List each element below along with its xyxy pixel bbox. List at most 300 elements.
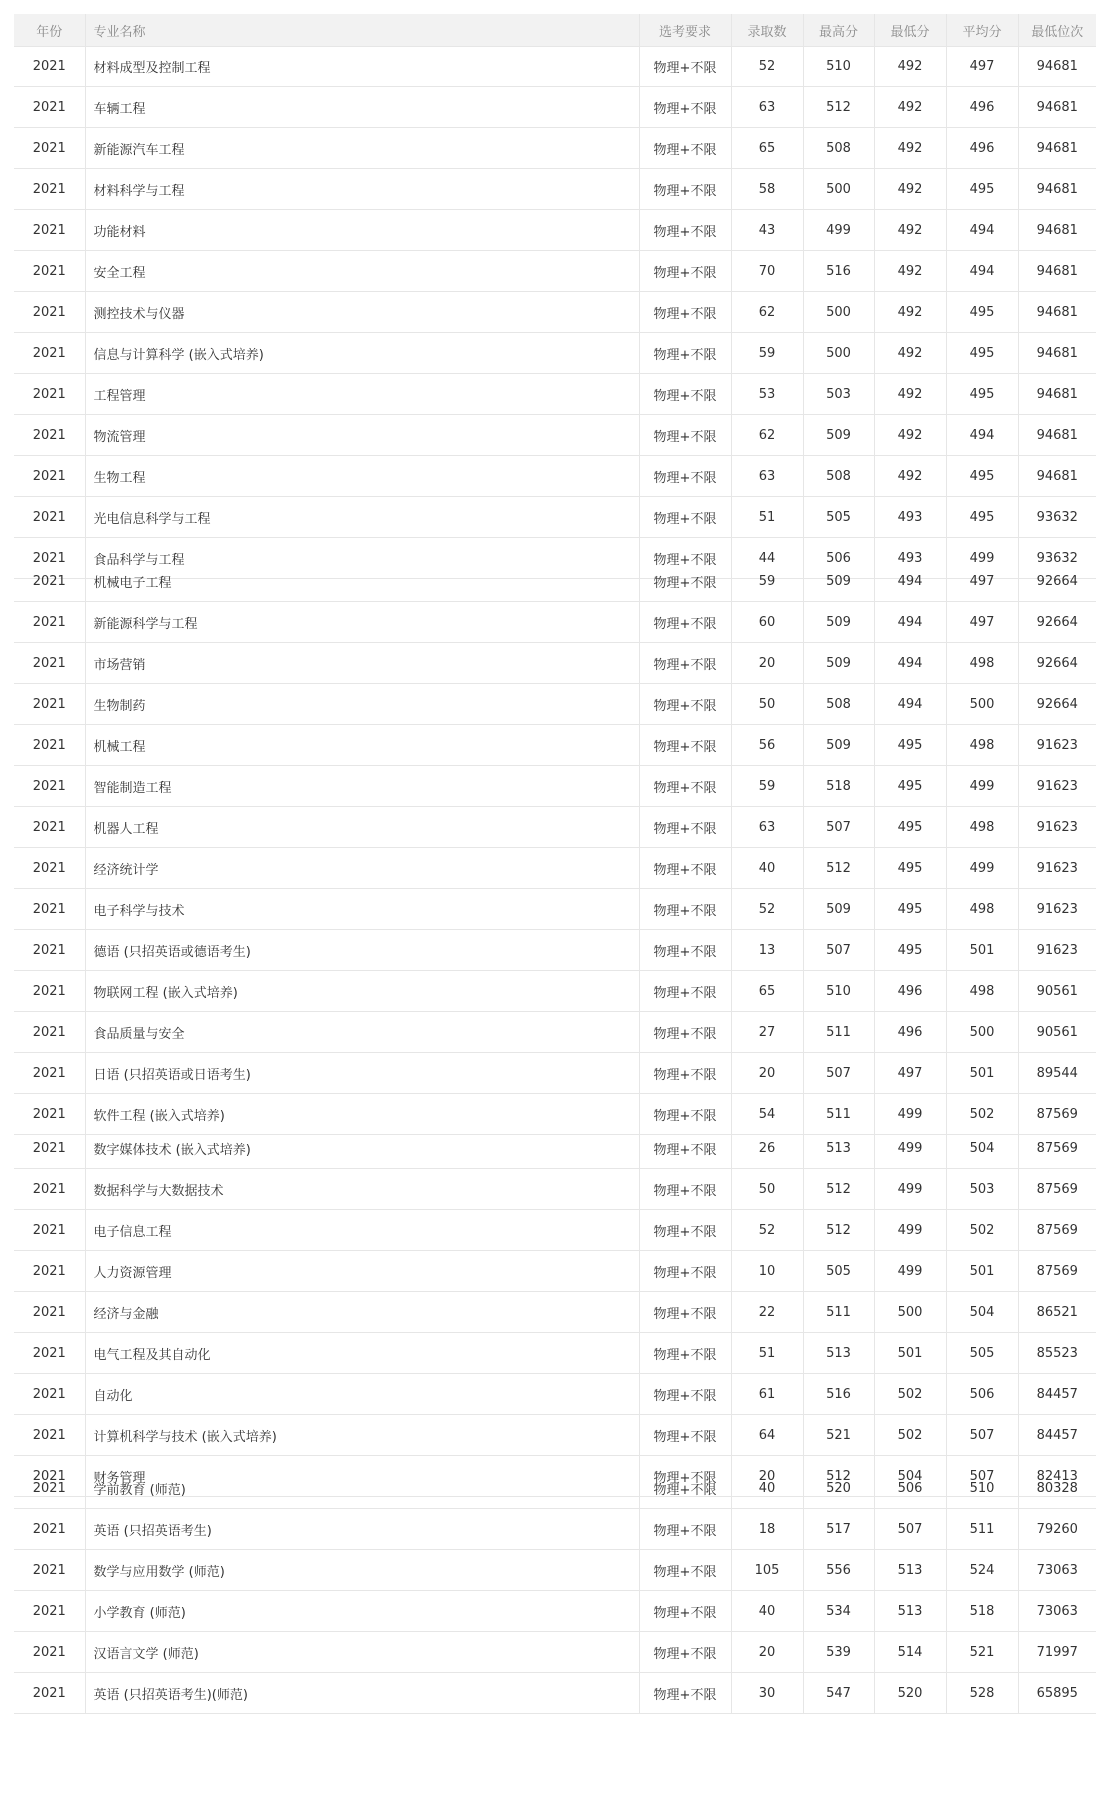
cell-enrolled: 59: [731, 766, 803, 807]
cell-year: 2021: [14, 1053, 85, 1094]
cell-year: 2021: [14, 1251, 85, 1292]
table-row[interactable]: [14, 1292, 1096, 1333]
cell-max-score: 509: [803, 415, 874, 456]
cell-major: 英语 (只招英语考生): [85, 1509, 639, 1550]
cell-requirement: 物理+不限: [639, 169, 731, 210]
cell-avg-score: 501: [946, 1251, 1018, 1292]
cell-min-rank: 94681: [1018, 210, 1096, 251]
cell-avg-score: 494: [946, 251, 1018, 292]
cell-year: 2021: [14, 251, 85, 292]
cell-min-score: 513: [874, 1550, 946, 1591]
cell-major: 机器人工程: [85, 807, 639, 848]
cell-min-rank: 94681: [1018, 292, 1096, 333]
cell-min-score: 500: [874, 1292, 946, 1333]
cell-major: 计算机科学与技术 (嵌入式培养): [85, 1415, 639, 1456]
cell-enrolled: 40: [731, 1591, 803, 1632]
cell-min-rank: 90561: [1018, 1012, 1096, 1053]
cell-max-score: 516: [803, 1374, 874, 1415]
cell-avg-score: 498: [946, 807, 1018, 848]
cell-min-score: 492: [874, 415, 946, 456]
cell-major: 英语 (只招英语考生)(师范): [85, 1673, 639, 1714]
cell-enrolled: 20: [731, 1632, 803, 1673]
cell-min-score: 492: [874, 46, 946, 87]
cell-min-score: 502: [874, 1415, 946, 1456]
cell-major: 智能制造工程: [85, 766, 639, 807]
cell-avg-score: 521: [946, 1632, 1018, 1673]
cell-enrolled: 53: [731, 374, 803, 415]
table-row[interactable]: [14, 930, 1096, 971]
cell-requirement: 物理+不限: [639, 1632, 731, 1673]
cell-max-score: 500: [803, 169, 874, 210]
cell-max-score: 512: [803, 1456, 874, 1497]
cell-min-score: 520: [874, 1673, 946, 1714]
cell-enrolled: 58: [731, 169, 803, 210]
cell-min-score: 494: [874, 643, 946, 684]
cell-major: 电子信息工程: [85, 1210, 639, 1251]
cell-min-rank: 91623: [1018, 930, 1096, 971]
cell-max-score: 500: [803, 292, 874, 333]
cell-max-score: 513: [803, 1128, 874, 1169]
cell-major: 经济统计学: [85, 848, 639, 889]
cell-enrolled: 20: [731, 1456, 803, 1497]
cell-min-rank: 92664: [1018, 684, 1096, 725]
cell-year: 2021: [14, 602, 85, 643]
table-row[interactable]: [14, 1012, 1096, 1053]
cell-requirement: 物理+不限: [639, 333, 731, 374]
cell-avg-score: 494: [946, 415, 1018, 456]
cell-year: 2021: [14, 725, 85, 766]
cell-min-rank: 94681: [1018, 415, 1096, 456]
cell-requirement: 物理+不限: [639, 1468, 731, 1509]
cell-min-score: 499: [874, 1094, 946, 1135]
cell-enrolled: 22: [731, 1292, 803, 1333]
cell-min-score: 492: [874, 456, 946, 497]
cell-avg-score: 501: [946, 1053, 1018, 1094]
col-min-score-header[interactable]: 最低分: [874, 14, 946, 47]
cell-avg-score: 505: [946, 1333, 1018, 1374]
cell-max-score: 511: [803, 1012, 874, 1053]
cell-requirement: 物理+不限: [639, 210, 731, 251]
admission-table-segment: [14, 1128, 1096, 1497]
cell-year: 2021: [14, 1094, 85, 1135]
cell-year: 2021: [14, 128, 85, 169]
cell-max-score: 509: [803, 643, 874, 684]
cell-min-score: 492: [874, 210, 946, 251]
cell-major: 数据科学与大数据技术: [85, 1169, 639, 1210]
admission-table-header: [14, 14, 1096, 47]
table-row[interactable]: [14, 251, 1096, 292]
cell-max-score: 500: [803, 333, 874, 374]
cell-requirement: 物理+不限: [639, 1591, 731, 1632]
col-avg-score-header[interactable]: 平均分: [946, 14, 1018, 47]
cell-enrolled: 13: [731, 930, 803, 971]
cell-min-rank: 91623: [1018, 725, 1096, 766]
table-row[interactable]: [14, 1591, 1096, 1632]
cell-year: 2021: [14, 1292, 85, 1333]
cell-avg-score: 518: [946, 1591, 1018, 1632]
cell-requirement: 物理+不限: [639, 930, 731, 971]
cell-year: 2021: [14, 1210, 85, 1251]
cell-major: 学前教育 (师范): [85, 1468, 639, 1509]
cell-requirement: 物理+不限: [639, 1673, 731, 1714]
cell-requirement: 物理+不限: [639, 561, 731, 602]
cell-year: 2021: [14, 538, 85, 579]
table-row[interactable]: [14, 333, 1096, 374]
cell-min-score: 499: [874, 1128, 946, 1169]
cell-min-rank: 87569: [1018, 1210, 1096, 1251]
table-row[interactable]: [14, 210, 1096, 251]
cell-requirement: 物理+不限: [639, 128, 731, 169]
cell-enrolled: 54: [731, 1094, 803, 1135]
cell-major: 机械工程: [85, 725, 639, 766]
col-enrolled-header[interactable]: 录取数: [731, 14, 803, 47]
cell-enrolled: 51: [731, 1333, 803, 1374]
table-row[interactable]: [14, 889, 1096, 930]
admission-table-segment: [14, 46, 1096, 579]
cell-avg-score: 524: [946, 1550, 1018, 1591]
cell-requirement: 物理+不限: [639, 1550, 731, 1591]
cell-major: 电子科学与技术: [85, 889, 639, 930]
cell-major: 光电信息科学与工程: [85, 497, 639, 538]
cell-year: 2021: [14, 497, 85, 538]
cell-avg-score: 498: [946, 889, 1018, 930]
cell-max-score: 516: [803, 251, 874, 292]
table-row[interactable]: [14, 169, 1096, 210]
cell-avg-score: 503: [946, 1169, 1018, 1210]
cell-requirement: 物理+不限: [639, 1128, 731, 1169]
table-row[interactable]: [14, 128, 1096, 169]
cell-max-score: 505: [803, 1251, 874, 1292]
table-row[interactable]: [14, 1468, 1096, 1509]
cell-major: 安全工程: [85, 251, 639, 292]
table-row[interactable]: [14, 1550, 1096, 1591]
table-row[interactable]: [14, 1251, 1096, 1292]
cell-max-score: 518: [803, 766, 874, 807]
cell-year: 2021: [14, 930, 85, 971]
cell-min-rank: 87569: [1018, 1169, 1096, 1210]
cell-min-score: 495: [874, 848, 946, 889]
cell-avg-score: 507: [946, 1415, 1018, 1456]
cell-avg-score: 498: [946, 725, 1018, 766]
cell-year: 2021: [14, 1673, 85, 1714]
cell-max-score: 512: [803, 1169, 874, 1210]
cell-enrolled: 63: [731, 807, 803, 848]
cell-avg-score: 496: [946, 87, 1018, 128]
cell-avg-score: 499: [946, 848, 1018, 889]
cell-min-score: 506: [874, 1468, 946, 1509]
cell-enrolled: 44: [731, 538, 803, 579]
table-row[interactable]: [14, 374, 1096, 415]
cell-enrolled: 65: [731, 128, 803, 169]
cell-requirement: 物理+不限: [639, 1169, 731, 1210]
cell-major: 食品质量与安全: [85, 1012, 639, 1053]
cell-requirement: 物理+不限: [639, 643, 731, 684]
cell-max-score: 534: [803, 1591, 874, 1632]
cell-major: 测控技术与仪器: [85, 292, 639, 333]
cell-min-score: 499: [874, 1251, 946, 1292]
cell-requirement: 物理+不限: [639, 1509, 731, 1550]
cell-max-score: 512: [803, 87, 874, 128]
cell-enrolled: 56: [731, 725, 803, 766]
cell-enrolled: 43: [731, 210, 803, 251]
cell-year: 2021: [14, 1632, 85, 1673]
table-row[interactable]: [14, 415, 1096, 456]
cell-max-score: 512: [803, 1210, 874, 1251]
cell-max-score: 513: [803, 1333, 874, 1374]
cell-requirement: 物理+不限: [639, 848, 731, 889]
cell-year: 2021: [14, 848, 85, 889]
cell-max-score: 509: [803, 725, 874, 766]
cell-min-rank: 71997: [1018, 1632, 1096, 1673]
cell-requirement: 物理+不限: [639, 1053, 731, 1094]
cell-year: 2021: [14, 374, 85, 415]
cell-enrolled: 20: [731, 1053, 803, 1094]
cell-min-score: 507: [874, 1509, 946, 1550]
cell-requirement: 物理+不限: [639, 292, 731, 333]
cell-year: 2021: [14, 333, 85, 374]
table-row[interactable]: [14, 1169, 1096, 1210]
cell-avg-score: 502: [946, 1094, 1018, 1135]
cell-max-score: 508: [803, 456, 874, 497]
table-row[interactable]: [14, 456, 1096, 497]
cell-enrolled: 52: [731, 1210, 803, 1251]
cell-min-score: 514: [874, 1632, 946, 1673]
cell-avg-score: 494: [946, 210, 1018, 251]
cell-major: 数学与应用数学 (师范): [85, 1550, 639, 1591]
cell-max-score: 509: [803, 561, 874, 602]
cell-enrolled: 64: [731, 1415, 803, 1456]
cell-requirement: 物理+不限: [639, 1456, 731, 1497]
table-row[interactable]: [14, 971, 1096, 1012]
cell-enrolled: 18: [731, 1509, 803, 1550]
cell-min-score: 504: [874, 1456, 946, 1497]
cell-min-rank: 91623: [1018, 889, 1096, 930]
cell-max-score: 508: [803, 684, 874, 725]
cell-requirement: 物理+不限: [639, 46, 731, 87]
cell-major: 机械电子工程: [85, 561, 639, 602]
cell-avg-score: 497: [946, 46, 1018, 87]
cell-min-score: 495: [874, 889, 946, 930]
cell-requirement: 物理+不限: [639, 1012, 731, 1053]
cell-year: 2021: [14, 1169, 85, 1210]
table-row[interactable]: [14, 1632, 1096, 1673]
cell-major: 财务管理: [85, 1456, 639, 1497]
col-major-header[interactable]: 专业名称: [85, 14, 639, 47]
cell-min-score: 493: [874, 497, 946, 538]
cell-min-rank: 94681: [1018, 46, 1096, 87]
cell-min-rank: 87569: [1018, 1094, 1096, 1135]
cell-enrolled: 51: [731, 497, 803, 538]
cell-year: 2021: [14, 1456, 85, 1497]
cell-min-rank: 73063: [1018, 1591, 1096, 1632]
cell-major: 德语 (只招英语或德语考生): [85, 930, 639, 971]
table-row[interactable]: [14, 766, 1096, 807]
cell-enrolled: 50: [731, 1169, 803, 1210]
cell-avg-score: 495: [946, 292, 1018, 333]
table-row[interactable]: [14, 497, 1096, 538]
table-row[interactable]: [14, 1128, 1096, 1169]
cell-year: 2021: [14, 971, 85, 1012]
cell-min-rank: 80328: [1018, 1468, 1096, 1509]
cell-max-score: 547: [803, 1673, 874, 1714]
table-row[interactable]: [14, 848, 1096, 889]
cell-enrolled: 63: [731, 87, 803, 128]
cell-min-rank: 94681: [1018, 128, 1096, 169]
cell-max-score: 556: [803, 1550, 874, 1591]
table-row[interactable]: [14, 602, 1096, 643]
cell-enrolled: 50: [731, 684, 803, 725]
cell-avg-score: 496: [946, 128, 1018, 169]
admission-table-segment: [14, 1468, 1096, 1714]
cell-min-rank: 93632: [1018, 497, 1096, 538]
table-row[interactable]: [14, 87, 1096, 128]
table-row[interactable]: [14, 1210, 1096, 1251]
cell-major: 生物制药: [85, 684, 639, 725]
cell-major: 食品科学与工程: [85, 538, 639, 579]
cell-min-score: 494: [874, 684, 946, 725]
cell-avg-score: 497: [946, 602, 1018, 643]
table-row[interactable]: [14, 561, 1096, 602]
cell-requirement: 物理+不限: [639, 602, 731, 643]
cell-enrolled: 62: [731, 415, 803, 456]
cell-enrolled: 10: [731, 1251, 803, 1292]
cell-min-score: 501: [874, 1333, 946, 1374]
cell-avg-score: 497: [946, 561, 1018, 602]
cell-major: 汉语言文学 (师范): [85, 1632, 639, 1673]
cell-min-score: 499: [874, 1210, 946, 1251]
cell-avg-score: 506: [946, 1374, 1018, 1415]
cell-requirement: 物理+不限: [639, 971, 731, 1012]
cell-enrolled: 30: [731, 1673, 803, 1714]
table-row[interactable]: [14, 1374, 1096, 1415]
cell-enrolled: 52: [731, 46, 803, 87]
cell-avg-score: 498: [946, 643, 1018, 684]
cell-avg-score: 500: [946, 1012, 1018, 1053]
cell-max-score: 510: [803, 46, 874, 87]
cell-enrolled: 26: [731, 1128, 803, 1169]
table-row[interactable]: [14, 684, 1096, 725]
cell-min-score: 496: [874, 971, 946, 1012]
cell-requirement: 物理+不限: [639, 538, 731, 579]
cell-max-score: 511: [803, 1094, 874, 1135]
cell-min-rank: 86521: [1018, 1292, 1096, 1333]
cell-min-rank: 65895: [1018, 1673, 1096, 1714]
cell-enrolled: 59: [731, 561, 803, 602]
table-row[interactable]: [14, 1333, 1096, 1374]
cell-requirement: 物理+不限: [639, 1251, 731, 1292]
cell-major: 自动化: [85, 1374, 639, 1415]
cell-min-score: 492: [874, 87, 946, 128]
cell-min-score: 495: [874, 766, 946, 807]
cell-year: 2021: [14, 210, 85, 251]
cell-min-score: 496: [874, 1012, 946, 1053]
cell-year: 2021: [14, 1012, 85, 1053]
col-min-rank-header[interactable]: 最低位次: [1018, 14, 1096, 47]
cell-min-rank: 87569: [1018, 1128, 1096, 1169]
cell-requirement: 物理+不限: [639, 251, 731, 292]
cell-enrolled: 61: [731, 1374, 803, 1415]
cell-year: 2021: [14, 643, 85, 684]
table-row[interactable]: [14, 1415, 1096, 1456]
table-row[interactable]: [14, 46, 1096, 87]
cell-major: 市场营销: [85, 643, 639, 684]
cell-avg-score: 502: [946, 1210, 1018, 1251]
cell-requirement: 物理+不限: [639, 1210, 731, 1251]
col-max-score-header[interactable]: 最高分: [803, 14, 874, 47]
cell-min-rank: 91623: [1018, 766, 1096, 807]
cell-min-rank: 94681: [1018, 169, 1096, 210]
cell-min-rank: 79260: [1018, 1509, 1096, 1550]
table-row[interactable]: [14, 725, 1096, 766]
cell-min-rank: 94681: [1018, 251, 1096, 292]
cell-min-score: 492: [874, 128, 946, 169]
cell-major: 材料成型及控制工程: [85, 46, 639, 87]
cell-min-score: 492: [874, 374, 946, 415]
cell-max-score: 520: [803, 1468, 874, 1509]
cell-min-rank: 87569: [1018, 1251, 1096, 1292]
cell-year: 2021: [14, 169, 85, 210]
table-row[interactable]: [14, 807, 1096, 848]
cell-avg-score: 499: [946, 766, 1018, 807]
cell-major: 车辆工程: [85, 87, 639, 128]
cell-avg-score: 511: [946, 1509, 1018, 1550]
cell-min-rank: 94681: [1018, 87, 1096, 128]
cell-max-score: 507: [803, 1053, 874, 1094]
cell-major: 小学教育 (师范): [85, 1591, 639, 1632]
cell-avg-score: 507: [946, 1456, 1018, 1497]
cell-min-score: 493: [874, 538, 946, 579]
cell-year: 2021: [14, 292, 85, 333]
cell-min-rank: 94681: [1018, 374, 1096, 415]
table-row[interactable]: [14, 1053, 1096, 1094]
cell-max-score: 510: [803, 971, 874, 1012]
cell-avg-score: 495: [946, 169, 1018, 210]
cell-max-score: 507: [803, 930, 874, 971]
cell-min-rank: 94681: [1018, 333, 1096, 374]
cell-min-rank: 92664: [1018, 561, 1096, 602]
cell-major: 新能源科学与工程: [85, 602, 639, 643]
cell-min-rank: 89544: [1018, 1053, 1096, 1094]
cell-min-score: 499: [874, 1169, 946, 1210]
col-requirement-header[interactable]: 选考要求: [639, 14, 731, 47]
table-row[interactable]: [14, 1509, 1096, 1550]
cell-enrolled: 62: [731, 292, 803, 333]
cell-min-rank: 85523: [1018, 1333, 1096, 1374]
cell-requirement: 物理+不限: [639, 415, 731, 456]
cell-year: 2021: [14, 889, 85, 930]
cell-year: 2021: [14, 807, 85, 848]
cell-year: 2021: [14, 1468, 85, 1509]
cell-min-rank: 92664: [1018, 602, 1096, 643]
cell-min-rank: 84457: [1018, 1374, 1096, 1415]
cell-requirement: 物理+不限: [639, 1415, 731, 1456]
cell-enrolled: 60: [731, 602, 803, 643]
cell-enrolled: 20: [731, 643, 803, 684]
table-row[interactable]: [14, 292, 1096, 333]
cell-requirement: 物理+不限: [639, 456, 731, 497]
table-row[interactable]: [14, 1673, 1096, 1714]
cell-year: 2021: [14, 87, 85, 128]
col-year-header[interactable]: 年份: [14, 14, 85, 47]
cell-enrolled: 105: [731, 1550, 803, 1591]
cell-max-score: 512: [803, 848, 874, 889]
cell-year: 2021: [14, 1374, 85, 1415]
cell-max-score: 505: [803, 497, 874, 538]
cell-enrolled: 70: [731, 251, 803, 292]
table-row[interactable]: [14, 643, 1096, 684]
cell-requirement: 物理+不限: [639, 87, 731, 128]
cell-min-score: 497: [874, 1053, 946, 1094]
